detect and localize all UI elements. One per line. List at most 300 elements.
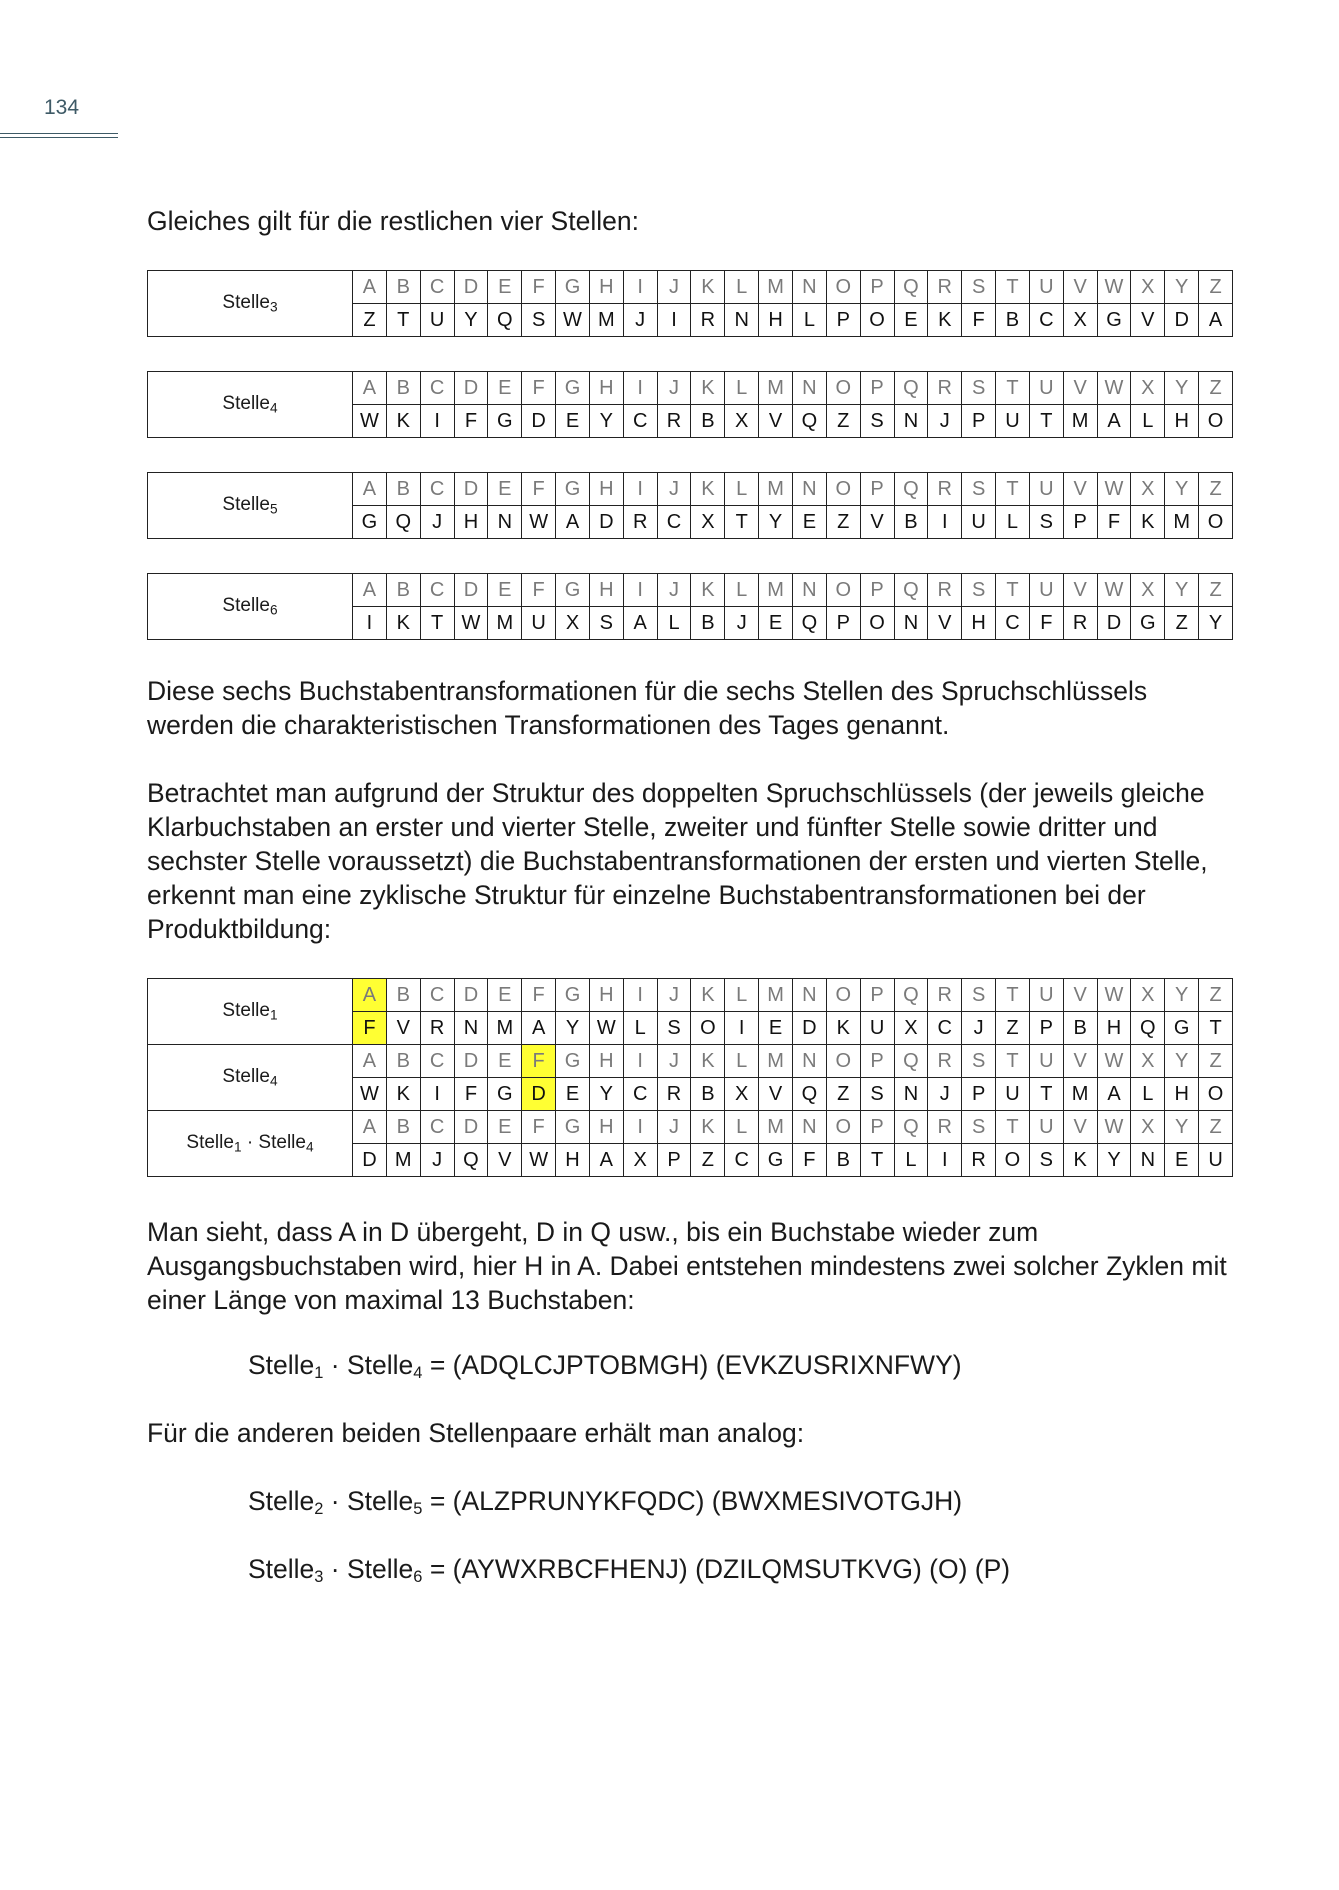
plain-letter: C [420, 473, 454, 506]
cipher-letter: U [522, 607, 556, 640]
cipher-letter: V [386, 1012, 420, 1045]
cipher-letter: K [826, 1012, 860, 1045]
plain-letter: D [454, 979, 488, 1012]
plain-letter: P [860, 271, 894, 304]
cipher-letter: A [522, 1012, 556, 1045]
cipher-letter: V [928, 607, 962, 640]
cipher-letter: P [962, 1078, 996, 1111]
plain-letter: W [1097, 1111, 1131, 1144]
cipher-letter: S [1029, 506, 1063, 539]
plain-letter: N [792, 979, 826, 1012]
cipher-letter: J [962, 1012, 996, 1045]
plain-letter: S [962, 1045, 996, 1078]
plain-letter: D [454, 574, 488, 607]
plain-letter: H [589, 473, 623, 506]
cipher-letter: C [725, 1144, 759, 1177]
cipher-letter: P [657, 1144, 691, 1177]
cipher-letter: M [386, 1144, 420, 1177]
plain-letter: L [725, 271, 759, 304]
cipher-letter: B [1063, 1012, 1097, 1045]
cipher-letter: U [1199, 1144, 1233, 1177]
cipher-letter: Q [1131, 1012, 1165, 1045]
cipher-letter: C [623, 1078, 657, 1111]
plain-alphabet-row [148, 979, 1233, 1012]
plain-letter: A [353, 1111, 387, 1144]
cipher-letter: G [1165, 1012, 1199, 1045]
cipher-letter: B [691, 1078, 725, 1111]
paragraph-structure: Betrachtet man aufgrund der Struktur des doppelten Spruchschlüssels (der jeweils gleiche Klarbuchstaben an erster und vierter Stelle, zweiter und fünfter Stelle sowie dritter und sechster Stelle voraussetzt) die Buchstabentransformationen der ersten und vierten Stelle, erkennt man eine zyklische Struktur für einzelne Buchstabentransformationen bei der Produktbildung: [147, 778, 1208, 944]
cipher-letter: U [996, 1078, 1030, 1111]
plain-letter: Y [1165, 1045, 1199, 1078]
plain-letter: D [454, 473, 488, 506]
cipher-letter: Z [353, 304, 387, 337]
plain-letter: X [1131, 979, 1165, 1012]
plain-letter: P [860, 979, 894, 1012]
cipher-letter: S [1029, 1144, 1063, 1177]
cipher-letter: H [962, 607, 996, 640]
cipher-letter: K [386, 1078, 420, 1111]
cipher-letter: H [1165, 405, 1199, 438]
cipher-letter: H [1097, 1012, 1131, 1045]
plain-letter: Z [1199, 473, 1233, 506]
cipher-letter: F [1029, 607, 1063, 640]
plain-letter: J [657, 1111, 691, 1144]
plain-letter: M [759, 473, 793, 506]
plain-letter: E [488, 1045, 522, 1078]
plain-letter: K [691, 372, 725, 405]
cipher-letter: N [894, 607, 928, 640]
cipher-letter: X [691, 506, 725, 539]
cipher-letter: W [556, 304, 590, 337]
cipher-letter: M [1165, 506, 1199, 539]
cipher-letter: A [1097, 405, 1131, 438]
plain-letter: C [420, 1111, 454, 1144]
paragraph-characteristic: Diese sechs Buchstabentransformationen für die sechs Stellen des Spruchschlüssels werden die charakteristischen Transformationen des Tages genannt. [147, 676, 1148, 740]
cipher-letter: X [1063, 304, 1097, 337]
plain-letter: K [691, 979, 725, 1012]
cipher-letter: I [725, 1012, 759, 1045]
plain-letter: K [691, 1111, 725, 1144]
cipher-letter: N [894, 1078, 928, 1111]
cipher-letter: I [928, 1144, 962, 1177]
paragraph-analog: Für die anderen beiden Stellenpaare erhält man analog: [147, 1418, 805, 1448]
cipher-letter: S [860, 1078, 894, 1111]
plain-letter: T [996, 1045, 1030, 1078]
plain-letter: G [556, 1045, 590, 1078]
cipher-letter: J [725, 607, 759, 640]
plain-letter: B [386, 1111, 420, 1144]
plain-letter: G [556, 979, 590, 1012]
plain-letter: V [1063, 1111, 1097, 1144]
plain-letter: S [962, 473, 996, 506]
plain-letter: A [353, 979, 387, 1012]
cipher-letter: F [454, 1078, 488, 1111]
cipher-letter: F [353, 1012, 387, 1045]
cipher-letter: G [488, 1078, 522, 1111]
cipher-letter: E [792, 506, 826, 539]
plain-letter: Y [1165, 473, 1199, 506]
plain-letter: C [420, 1045, 454, 1078]
plain-letter: N [792, 473, 826, 506]
plain-letter: X [1131, 574, 1165, 607]
cipher-letter: A [1199, 304, 1233, 337]
formula-stelle1-stelle4: Stelle$_1$ · Stelle$_4$ = (ADQLCJPTOBMGH) (EVKZUSRIXNFWY) [248, 1350, 962, 1383]
cipher-letter: U [420, 304, 454, 337]
plain-letter: Q [894, 1111, 928, 1144]
cipher-letter: A [556, 506, 590, 539]
cipher-letter: E [556, 405, 590, 438]
cipher-letter: V [488, 1144, 522, 1177]
plain-letter: V [1063, 372, 1097, 405]
header-rule [0, 133, 118, 134]
cipher-letter: W [454, 607, 488, 640]
cipher-letter: Y [1097, 1144, 1131, 1177]
plain-letter: M [759, 979, 793, 1012]
cipher-letter: L [657, 607, 691, 640]
formula-stelle2-stelle5: Stelle$_2$ · Stelle$_5$ = (ALZPRUNYKFQDC) (BWXMESIVOTGJH) [248, 1486, 963, 1519]
plain-letter: B [386, 979, 420, 1012]
cipher-letter: O [1199, 506, 1233, 539]
cipher-letter: B [894, 506, 928, 539]
plain-letter: A [353, 1045, 387, 1078]
plain-letter: M [759, 574, 793, 607]
plain-letter: K [691, 473, 725, 506]
plain-letter: J [657, 372, 691, 405]
plain-letter: U [1029, 979, 1063, 1012]
plain-letter: T [996, 271, 1030, 304]
page-number: 134 [44, 96, 80, 119]
plain-letter: Z [1199, 979, 1233, 1012]
cipher-letter: N [894, 405, 928, 438]
cipher-letter: U [996, 405, 1030, 438]
cipher-letter: I [657, 304, 691, 337]
cipher-letter: H [1165, 1078, 1199, 1111]
cipher-letter: T [1199, 1012, 1233, 1045]
plain-letter: G [556, 574, 590, 607]
cipher-letter: O [996, 1144, 1030, 1177]
cipher-letter: M [488, 607, 522, 640]
plain-letter: Y [1165, 372, 1199, 405]
cipher-letter: K [386, 405, 420, 438]
cipher-letter: H [759, 304, 793, 337]
plain-letter: N [792, 372, 826, 405]
cipher-letter: Z [1165, 607, 1199, 640]
plain-letter: I [623, 372, 657, 405]
cipher-letter: E [894, 304, 928, 337]
plain-letter: B [386, 372, 420, 405]
plain-letter: E [488, 473, 522, 506]
position-label: Stelle$_5$ [148, 473, 353, 539]
cipher-letter: D [522, 405, 556, 438]
plain-letter: F [522, 1045, 556, 1078]
cipher-letter: D [522, 1078, 556, 1111]
plain-letter: S [962, 271, 996, 304]
cipher-letter: G [353, 506, 387, 539]
plain-letter: O [826, 574, 860, 607]
plain-letter: H [589, 574, 623, 607]
plain-letter: P [860, 372, 894, 405]
plain-letter: B [386, 271, 420, 304]
plain-letter: V [1063, 979, 1097, 1012]
plain-letter: O [826, 372, 860, 405]
cipher-letter: O [1199, 1078, 1233, 1111]
cipher-letter: Y [556, 1012, 590, 1045]
substitution-table [147, 472, 1233, 539]
plain-alphabet-row [148, 473, 1233, 506]
cipher-letter: R [1063, 607, 1097, 640]
cipher-letter: W [522, 1144, 556, 1177]
plain-letter: R [928, 1111, 962, 1144]
plain-letter: Y [1165, 271, 1199, 304]
plain-letter: Z [1199, 372, 1233, 405]
cipher-letter: F [962, 304, 996, 337]
cipher-letter: O [691, 1012, 725, 1045]
plain-letter: F [522, 271, 556, 304]
cipher-letter: E [1165, 1144, 1199, 1177]
cipher-letter: J [928, 405, 962, 438]
cipher-letter: U [860, 1012, 894, 1045]
plain-letter: D [454, 1111, 488, 1144]
cipher-letter: N [454, 1012, 488, 1045]
plain-letter: J [657, 574, 691, 607]
plain-letter: R [928, 574, 962, 607]
cipher-letter: Q [792, 607, 826, 640]
cipher-letter: O [1199, 405, 1233, 438]
plain-letter: A [353, 372, 387, 405]
plain-letter: H [589, 1045, 623, 1078]
cipher-letter: J [928, 1078, 962, 1111]
cipher-letter: K [1063, 1144, 1097, 1177]
cipher-letter: R [691, 304, 725, 337]
plain-letter: G [556, 372, 590, 405]
plain-letter: X [1131, 271, 1165, 304]
cipher-letter: Q [792, 405, 826, 438]
cipher-letter: S [589, 607, 623, 640]
cipher-letter: X [725, 405, 759, 438]
plain-letter: J [657, 473, 691, 506]
plain-letter: Q [894, 979, 928, 1012]
plain-letter: L [725, 979, 759, 1012]
plain-letter: T [996, 1111, 1030, 1144]
plain-letter: I [623, 979, 657, 1012]
plain-letter: E [488, 979, 522, 1012]
cipher-letter: L [623, 1012, 657, 1045]
plain-letter: E [488, 372, 522, 405]
cipher-letter: Y [589, 405, 623, 438]
position-label: Stelle$_6$ [148, 574, 353, 640]
plain-letter: L [725, 574, 759, 607]
plain-alphabet-row [148, 271, 1233, 304]
cipher-letter: G [1097, 304, 1131, 337]
plain-letter: X [1131, 473, 1165, 506]
plain-letter: G [556, 271, 590, 304]
cipher-letter: K [386, 607, 420, 640]
plain-letter: S [962, 979, 996, 1012]
plain-letter: I [623, 271, 657, 304]
plain-letter: X [1131, 1045, 1165, 1078]
cipher-letter: E [759, 1012, 793, 1045]
plain-letter: O [826, 979, 860, 1012]
cipher-letter: V [759, 1078, 793, 1111]
cipher-letter: L [1131, 1078, 1165, 1111]
cipher-letter: I [353, 607, 387, 640]
cipher-letter: J [420, 506, 454, 539]
substitution-table [147, 270, 1233, 337]
plain-letter: I [623, 1045, 657, 1078]
cipher-letter: P [962, 405, 996, 438]
plain-letter: B [386, 574, 420, 607]
cipher-letter: D [353, 1144, 387, 1177]
plain-letter: N [792, 574, 826, 607]
plain-letter: R [928, 372, 962, 405]
cipher-letter: R [657, 1078, 691, 1111]
cipher-letter: E [759, 607, 793, 640]
cipher-letter: D [589, 506, 623, 539]
cipher-letter: C [657, 506, 691, 539]
cipher-letter: M [488, 1012, 522, 1045]
plain-letter: Q [894, 574, 928, 607]
cipher-letter: R [420, 1012, 454, 1045]
plain-letter: T [996, 372, 1030, 405]
plain-letter: U [1029, 1111, 1063, 1144]
position-label: Stelle$_1$ · Stelle$_4$ [148, 1111, 353, 1177]
plain-letter: E [488, 574, 522, 607]
header-rule-secondary [0, 137, 118, 138]
cipher-letter: B [691, 405, 725, 438]
plain-letter: F [522, 473, 556, 506]
plain-letter: F [522, 372, 556, 405]
plain-letter: V [1063, 1045, 1097, 1078]
plain-letter: H [589, 1111, 623, 1144]
cipher-letter: G [488, 405, 522, 438]
plain-letter: U [1029, 1045, 1063, 1078]
cipher-letter: Q [454, 1144, 488, 1177]
plain-letter: D [454, 271, 488, 304]
cipher-letter: Z [996, 1012, 1030, 1045]
plain-letter: W [1097, 372, 1131, 405]
substitution-table [147, 573, 1233, 640]
cipher-letter: B [826, 1144, 860, 1177]
cipher-letter: G [759, 1144, 793, 1177]
plain-alphabet-row [148, 574, 1233, 607]
cipher-letter: S [522, 304, 556, 337]
cipher-letter: T [860, 1144, 894, 1177]
cipher-letter: K [928, 304, 962, 337]
cipher-letter: T [1029, 405, 1063, 438]
cipher-letter: D [1097, 607, 1131, 640]
cipher-letter: L [792, 304, 826, 337]
position-label: Stelle$_4$ [148, 1045, 353, 1111]
plain-letter: X [1131, 372, 1165, 405]
plain-letter: X [1131, 1111, 1165, 1144]
cipher-letter: R [623, 506, 657, 539]
plain-letter: I [623, 473, 657, 506]
plain-letter: Y [1165, 1111, 1199, 1144]
cipher-letter: O [860, 607, 894, 640]
cipher-letter: H [556, 1144, 590, 1177]
cipher-letter: J [420, 1144, 454, 1177]
plain-letter: G [556, 1111, 590, 1144]
plain-letter: C [420, 574, 454, 607]
plain-letter: A [353, 473, 387, 506]
plain-letter: A [353, 271, 387, 304]
plain-letter: L [725, 1045, 759, 1078]
plain-letter: F [522, 574, 556, 607]
plain-letter: W [1097, 473, 1131, 506]
plain-letter: Q [894, 473, 928, 506]
plain-letter: H [589, 271, 623, 304]
cipher-letter: A [1097, 1078, 1131, 1111]
cipher-letter: Y [454, 304, 488, 337]
position-label: Stelle$_1$ [148, 979, 353, 1045]
cipher-letter: C [996, 607, 1030, 640]
cipher-letter: D [1165, 304, 1199, 337]
plain-letter: Y [1165, 979, 1199, 1012]
cipher-letter: F [1097, 506, 1131, 539]
plain-letter: R [928, 473, 962, 506]
formula-stelle3-stelle6: Stelle$_3$ · Stelle$_6$ = (AYWXRBCFHENJ) (DZILQMSUTKVG) (O) (P) [248, 1554, 1011, 1587]
plain-letter: O [826, 1111, 860, 1144]
cipher-letter: Y [759, 506, 793, 539]
cipher-letter: J [623, 304, 657, 337]
cipher-letter: T [725, 506, 759, 539]
cipher-letter: C [623, 405, 657, 438]
cipher-letter: F [454, 405, 488, 438]
plain-letter: J [657, 271, 691, 304]
plain-letter: R [928, 271, 962, 304]
cipher-letter: B [996, 304, 1030, 337]
cipher-letter: P [1063, 506, 1097, 539]
plain-letter: P [860, 574, 894, 607]
plain-letter: V [1063, 473, 1097, 506]
plain-letter: W [1097, 1045, 1131, 1078]
plain-letter: S [962, 372, 996, 405]
cipher-letter: M [589, 304, 623, 337]
plain-letter: N [792, 1045, 826, 1078]
cipher-letter: R [657, 405, 691, 438]
plain-letter: M [759, 1045, 793, 1078]
cipher-letter: Q [386, 506, 420, 539]
plain-letter: F [522, 1111, 556, 1144]
cipher-letter: Z [826, 506, 860, 539]
plain-letter: L [725, 473, 759, 506]
plain-letter: H [589, 979, 623, 1012]
plain-letter: I [623, 574, 657, 607]
plain-letter: P [860, 473, 894, 506]
plain-letter: W [1097, 574, 1131, 607]
cipher-letter: V [759, 405, 793, 438]
plain-letter: B [386, 1045, 420, 1078]
cipher-letter: L [1131, 405, 1165, 438]
plain-letter: L [725, 372, 759, 405]
plain-letter: O [826, 1045, 860, 1078]
cipher-letter: E [556, 1078, 590, 1111]
plain-alphabet-row [148, 1111, 1233, 1144]
plain-letter: B [386, 473, 420, 506]
cipher-letter: Z [826, 1078, 860, 1111]
plain-letter: M [759, 271, 793, 304]
cipher-letter: W [589, 1012, 623, 1045]
plain-letter: R [928, 979, 962, 1012]
cipher-letter: N [725, 304, 759, 337]
cipher-letter: Y [589, 1078, 623, 1111]
cipher-letter: V [860, 506, 894, 539]
cipher-letter: V [1131, 304, 1165, 337]
cipher-letter: S [657, 1012, 691, 1045]
position-label: Stelle$_4$ [148, 372, 353, 438]
plain-letter: U [1029, 271, 1063, 304]
plain-letter: C [420, 372, 454, 405]
